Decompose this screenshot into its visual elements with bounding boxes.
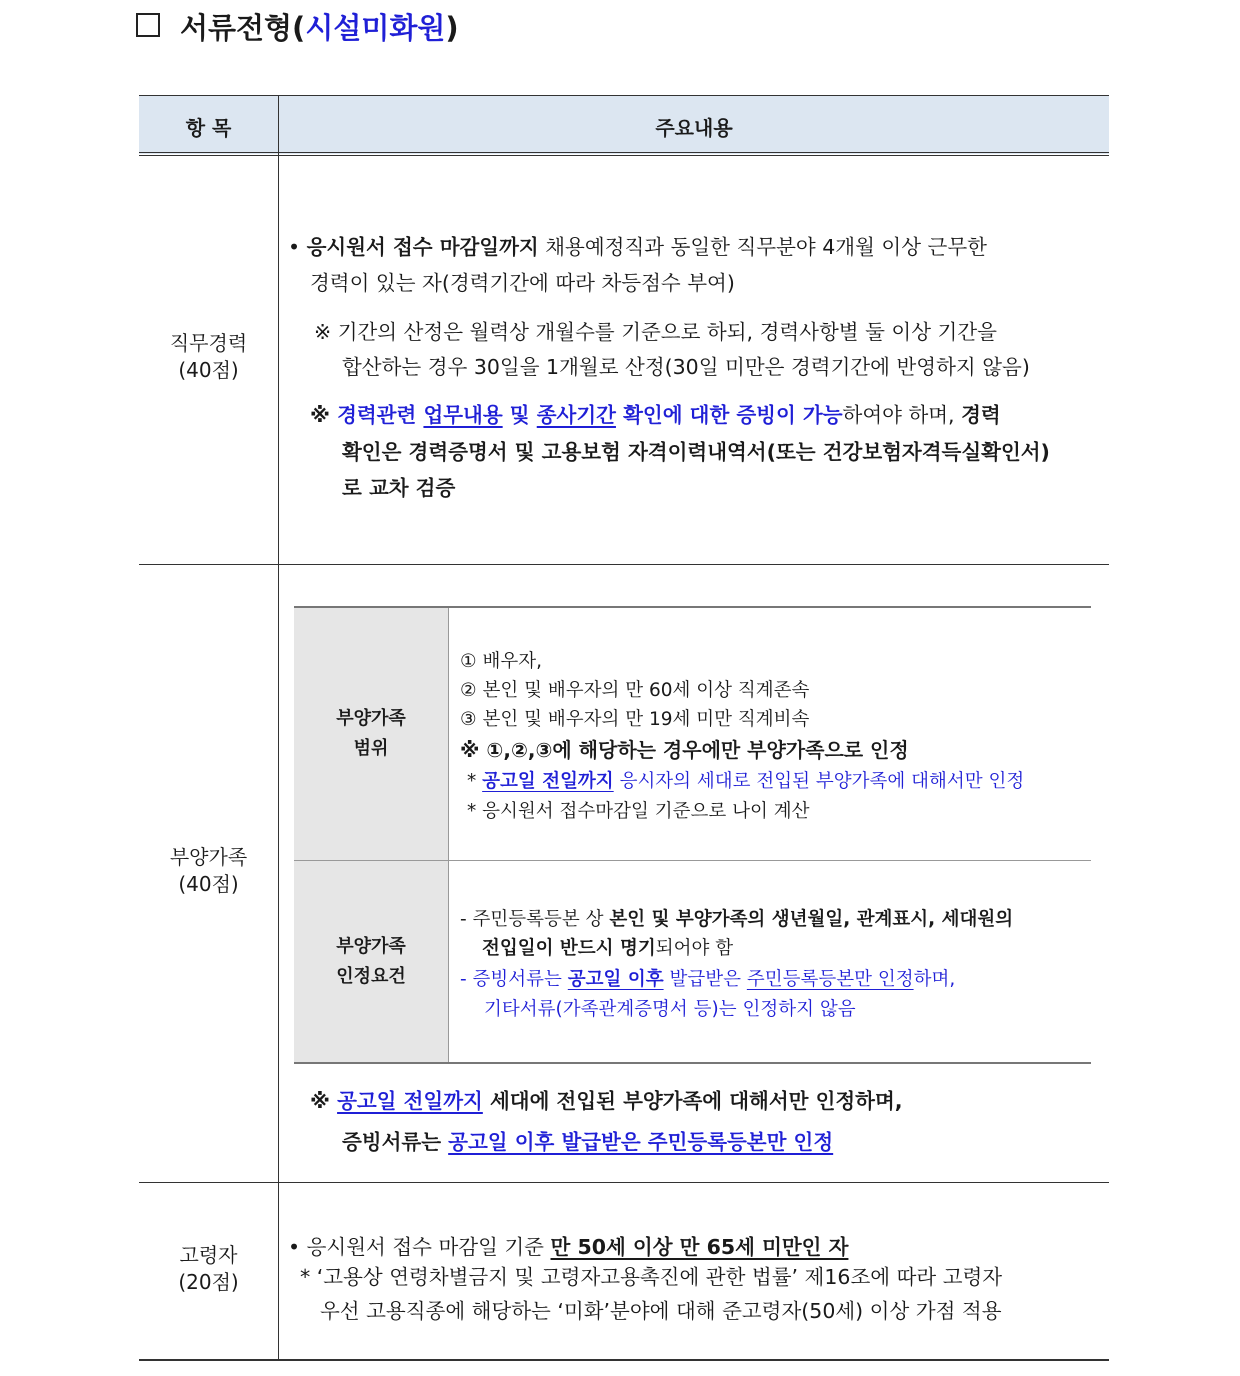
header-cell-item <box>139 96 278 154</box>
row-divider-career <box>139 564 1109 565</box>
inner-table-mid-rule <box>294 860 1091 861</box>
career-bullet-line1 <box>288 230 987 260</box>
heading-suffix: ) <box>445 11 459 45</box>
checkbox-square-icon <box>136 13 160 37</box>
family-req1-line2-rest: 되어야 함 <box>655 938 734 959</box>
career-note1-line2: 합산하는 경우 30일을 1개월로 산정(30일 미만은 경력기간에 반영하지 않음) <box>342 355 1030 379</box>
row-divider-family <box>139 1182 1109 1183</box>
header-content-label: 주요내용 <box>655 116 733 140</box>
header-double-rule-2 <box>139 155 1109 156</box>
family-req2-line2: 기타서류(가족관계증명서 등)는 인정하지 않음 <box>484 999 856 1020</box>
header-item-label: 항 목 <box>185 116 232 140</box>
family-scope-star1-mark: * <box>467 771 483 792</box>
family-req1-line2-bold: 전입일이 반드시 명기 <box>482 938 656 959</box>
family-req2-line1 <box>460 965 955 991</box>
category-elderly-score: (20점) <box>178 1270 239 1294</box>
family-scope-star1-u: 공고일 전일까지 <box>482 771 614 792</box>
family-bottom-note-u1: 공고일 전일까지 <box>337 1089 483 1113</box>
career-note2-line3: 로 교차 검증 <box>342 476 456 500</box>
career-note1-line1: ※ 기간의 산정은 월력상 개월수를 기준으로 하되, 경력사항별 둘 이상 기간을 <box>314 320 997 344</box>
career-note2-p2: 및 <box>502 403 537 427</box>
career-note2-p3: 확인에 대한 증빙이 가능 <box>615 403 843 427</box>
career-note2-mark: ※ <box>310 403 338 427</box>
family-scope-label-2: 범위 <box>353 738 389 759</box>
career-note2-line2: 확인은 경력증명서 및 고용보험 자격이력내역서(또는 건강보험자격득실확인서) <box>342 440 1050 464</box>
family-bottom-note-rest: 세대에 전입된 부양가족에 대해서만 인정하며, <box>482 1089 903 1113</box>
category-family-title: 부양가족 <box>169 845 248 869</box>
career-note2-p4: 하여야 하며, <box>842 403 962 427</box>
heading-prefix: 서류전형( <box>180 11 306 45</box>
family-req1-b1: 본인 및 부양가족의 생년월일, 관계표시, 세대원의 <box>609 909 1014 930</box>
elderly-bullet-u1: 만 50세 이상 만 65세 미만인 자 <box>550 1235 849 1259</box>
family-req1-line1 <box>460 905 1013 931</box>
family-req1-line2 <box>482 934 733 960</box>
career-note2-u2: 종사기간 <box>536 403 616 427</box>
family-req2-p3: 하며, <box>913 969 956 990</box>
table-bottom-rule <box>139 1359 1109 1361</box>
career-bullet-line2: 경력이 있는 자(경력기간에 따라 차등점수 부여) <box>310 271 735 295</box>
family-scope-note: ※ ①,②,③에 해당하는 경우에만 부양가족으로 인정 <box>460 738 909 762</box>
family-bottom-note-mark: ※ <box>310 1089 338 1113</box>
header-cell-content <box>279 96 1109 154</box>
inner-table-bottom-rule <box>294 1062 1091 1064</box>
family-req-label <box>294 932 448 992</box>
family-scope-star2: * 응시원서 접수마감일 기준으로 나이 계산 <box>467 801 810 822</box>
category-family-score: (40점) <box>178 872 239 896</box>
elderly-bullet-line <box>288 1230 848 1260</box>
career-bullet-bold: 응시원서 접수 마감일까지 <box>306 235 539 259</box>
header-double-rule-1 <box>139 152 1109 153</box>
family-scope-label <box>294 704 448 764</box>
family-req2-p1: - 증빙서류는 <box>460 969 568 990</box>
family-scope-label-1: 부양가족 <box>336 708 406 729</box>
family-scope-item-3: ③ 본인 및 배우자의 만 19세 미만 직계비속 <box>460 709 810 730</box>
family-bottom-note-line1 <box>310 1084 903 1114</box>
family-scope-item-2: ② 본인 및 배우자의 만 60세 이상 직계존속 <box>460 680 810 701</box>
category-career <box>139 330 278 384</box>
career-note2-u1: 업무내용 <box>423 403 503 427</box>
family-bottom-note-line2-p: 증빙서류는 <box>342 1130 449 1154</box>
elderly-note-line1: * ‘고용상 연령차별금지 및 고령자고용촉진에 관한 법률’ 제16조에 따라 고령자 <box>300 1265 1003 1289</box>
family-req2-u1: 공고일 이후 <box>567 969 664 990</box>
category-family <box>139 844 278 898</box>
career-note2-p1: 경력관련 <box>337 403 424 427</box>
inner-table-label-column <box>294 608 448 1062</box>
category-career-title: 직무경력 <box>169 331 248 355</box>
inner-table-divider <box>448 608 449 1062</box>
category-career-score: (40점) <box>178 358 239 382</box>
career-bullet-rest: 채용예정직과 동일한 직무분야 4개월 이상 근무한 <box>538 235 987 259</box>
inner-table-top-rule <box>294 606 1091 608</box>
section-heading <box>136 6 459 47</box>
category-elderly-title: 고령자 <box>179 1243 238 1267</box>
column-divider <box>278 96 279 1360</box>
bullet-dot-icon: • <box>288 235 307 259</box>
family-req-label-2: 인정요건 <box>336 966 406 987</box>
family-bottom-note-line2 <box>342 1125 833 1155</box>
family-scope-star1 <box>467 767 1024 793</box>
career-note2-p5: 경력 <box>961 403 1001 427</box>
family-req2-u2: 주민등록등본만 인정 <box>746 969 914 990</box>
family-scope-item-1: ① 배우자, <box>460 651 542 672</box>
family-bottom-note-line2-u: 공고일 이후 발급받은 주민등록등본만 인정 <box>448 1130 834 1154</box>
family-req-label-1: 부양가족 <box>336 936 406 957</box>
category-elderly <box>139 1242 278 1296</box>
family-req2-p2: 발급받은 <box>663 969 747 990</box>
career-note2-line1 <box>310 398 1001 428</box>
elderly-bullet-p1: • 응시원서 접수 마감일 기준 <box>288 1235 551 1259</box>
elderly-note-line2: 우선 고용직종에 해당하는 ‘미화’분야에 대해 준고령자(50세) 이상 가점 적용 <box>320 1299 1002 1323</box>
heading-highlight: 시설미화원 <box>305 11 446 45</box>
family-req1-p1: - 주민등록등본 상 <box>460 909 610 930</box>
family-scope-star1-rest: 응시자의 세대로 전입된 부양가족에 대해서만 인정 <box>613 771 1025 792</box>
